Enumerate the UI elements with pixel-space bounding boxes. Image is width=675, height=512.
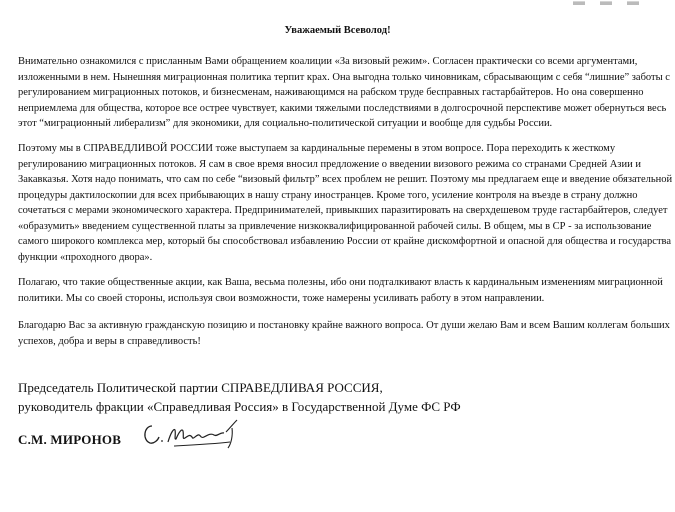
paragraph-line: сочетаться с мерами экономического характера. Предпринимателей, привыкших паразитировать на сверхдешевом труде гастарбайтеров, следует [18, 205, 668, 216]
paragraph-line: регулированию миграционных потоков. Я сам в свое время вносил предложение о введении визового режима со странами Средней Азии и [18, 158, 641, 170]
paragraph-line: регулированием миграционных потоков, и бизнесменам, наживающимся на рабском труде бесправных гастарбайтеров. Но она совершенно [18, 87, 644, 98]
signatory-title-line: Председатель Политической партии СПРАВЕДЛИВАЯ РОССИЯ, [18, 380, 383, 395]
paragraph-line: самого широкого комплекса мер, который бы способствовал избавлению России от крайне дискомфортной и опасной для общества и государства [18, 236, 672, 247]
paragraph-line: этот “миграционный либерализм” для экономики, для социально-политической ситуации и вообще для судьбы России. [18, 118, 553, 129]
paragraph-line: успехов, добра и веры в справедливость! [18, 335, 201, 347]
paragraph-1 [18, 54, 675, 132]
paragraph-line: Благодарю Вас за активную гражданскую позицию и постановку крайне важного вопроса. От души желаю Вам и всем Вашим коллегам больших [18, 320, 670, 331]
signatory-name: С.М. МИРОНОВ [18, 432, 122, 447]
paragraph-line: неприемлема для общества, которое все острее чувствует, какими тяжелыми последствиями в долгосрочной перспективе может обернуться весь [18, 102, 667, 114]
paragraph-line: функции «проходного двора». [18, 251, 153, 263]
paragraph-4 [18, 318, 675, 349]
paragraph-line: «образумить» введением существенной платы за привлечение низкоквалифицированной рабочей силы. В общем, мы в СР - за использование [18, 220, 652, 232]
signatory-title [18, 378, 461, 416]
paragraph-line: Закавказья. Хотя надо понимать, что сам по себе “визовый фильтр” всех проблем не решит. Поэтому мы предлагаем еще и введение обязательной [18, 174, 673, 185]
paragraph-2 [18, 141, 675, 265]
signatory-title-line: руководитель фракции «Справедливая Россия» в Государственной Думе ФС РФ [18, 399, 461, 414]
paragraph-line: Полагаю, что такие общественные акции, как Ваша, весьма полезны, ибо они подталкивают власть к кардинальным изменениям миграционной [18, 277, 663, 288]
letter-greeting: Уважаемый Всеволод! [284, 25, 391, 36]
paragraph-line: Внимательно ознакомился с присланным Вами обращением коалиции «За визовый режим». Согласен практически со всеми аргументами, [18, 56, 638, 67]
handwritten-signature [138, 418, 248, 450]
paragraph-3 [18, 275, 675, 306]
paragraph-line: изложенными в нем. Нынешняя миграционная политика терпит крах. Она выгодна только чиновникам, сбрасывающим с себя “лишние” заботы с [18, 71, 670, 83]
paragraph-line: политики. Мы со своей стороны, используя свои возможности, тоже намерены усиливать работу в этом направлении. [18, 292, 545, 304]
paragraph-line: Поэтому мы в СПРАВЕДЛИВОЙ РОССИИ тоже выступаем за кардинальные перемены в этом вопросе. Пора переходить к жесткому [18, 143, 616, 154]
cropped-header-marks: ▬ ▬ ▬ [573, 0, 645, 8]
paragraph-line: процедуры дактилоскопии для всех прибывающих в нашу страну иностранцев. Кроме того, усиление контроля на въезде в страну должно [18, 189, 638, 201]
